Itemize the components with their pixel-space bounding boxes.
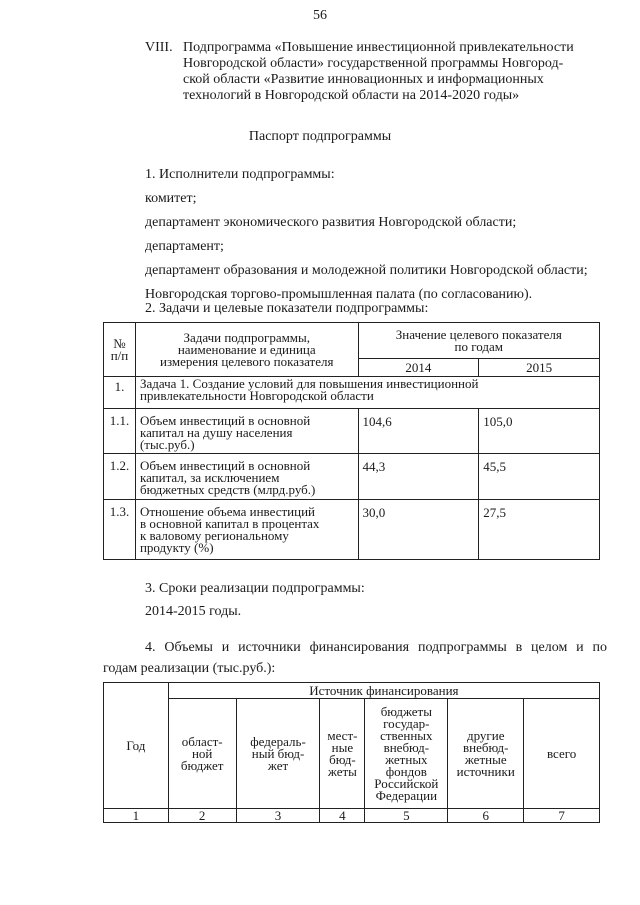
header-line: жетные: [464, 751, 507, 767]
header-line: всего: [546, 745, 577, 761]
header-regional-budget: [168, 699, 236, 809]
indicator-line: (тыс.руб.): [139, 437, 195, 452]
row-num: 1.3.: [104, 500, 136, 560]
heading-line: Подпрограмма «Повышение инвестиционной привлекательности: [183, 40, 574, 55]
section-executors: [145, 165, 588, 305]
funding-table: [103, 682, 600, 823]
column-number: 1: [104, 809, 169, 823]
header-line: другие: [466, 727, 505, 743]
header-other-sources: [448, 699, 524, 809]
row-num: 1.: [104, 377, 136, 409]
heading-number: VIII.: [145, 40, 173, 55]
header-task-line: Задачи подпрограммы,: [183, 329, 311, 345]
table-row: [104, 377, 600, 409]
header-year-2015: 2015: [479, 359, 600, 377]
indicator-line: к валовому региональному: [139, 528, 289, 543]
header-num-line: №: [113, 335, 126, 351]
header-line: мест-: [327, 727, 358, 743]
value-2014: 44,3: [358, 454, 479, 500]
header-line: област-: [181, 733, 223, 749]
column-number: 2: [168, 809, 236, 823]
section-title-cont: годам реализации (тыс.руб.):: [103, 661, 276, 676]
value-2015: 105,0: [479, 409, 600, 454]
targets-table: [103, 322, 600, 560]
table-row: [104, 500, 600, 560]
column-number: 3: [236, 809, 320, 823]
header-line: внебюд-: [462, 739, 509, 755]
heading-line: технологий в Новгородской области на 2014-2020 годы»: [183, 88, 520, 103]
indicator-cell: [135, 500, 358, 560]
indicator-line: капитал, за исключением: [139, 470, 280, 485]
column-number: 6: [448, 809, 524, 823]
header-line: внебюд-: [383, 739, 430, 755]
executor-item: комитет;: [145, 191, 197, 206]
indicator-line: капитал на душу населения: [139, 425, 293, 440]
value-2015: 45,5: [479, 454, 600, 500]
header-source: Источник финансирования: [168, 683, 599, 699]
header-extrabudgetary-funds: [365, 699, 448, 809]
indicator-line: продукту (%): [139, 540, 214, 555]
header-task: [135, 323, 358, 377]
section-title: 3. Сроки реализации подпрограммы:: [145, 581, 365, 596]
column-number: 4: [320, 809, 365, 823]
header-line: Федерации: [375, 787, 438, 803]
task-cell: [135, 377, 599, 409]
header-local-budgets: [320, 699, 365, 809]
indicator-line: бюджетных средств (млрд.руб.): [139, 482, 316, 497]
header-line: ный бюд-: [251, 745, 305, 761]
timeline-value: 2014-2015 годы.: [145, 604, 242, 619]
section-title: 4. Объемы и источники финансирования подпрограммы в целом и по: [145, 640, 607, 655]
table-row: [104, 409, 600, 454]
value-2015: 27,5: [479, 500, 600, 560]
header-task-line: наименование и единица: [177, 341, 316, 357]
row-num: 1.2.: [104, 454, 136, 500]
header-value-line: по годам: [454, 338, 503, 354]
column-number: 5: [365, 809, 448, 823]
header-total: [524, 699, 600, 809]
header-line: жеты: [327, 763, 357, 779]
indicator-line: Объем инвестиций в основной: [139, 413, 311, 428]
heading-line: ской области «Развитие инновационных и информационных: [183, 72, 544, 87]
header-federal-budget: [236, 699, 320, 809]
header-value: [358, 323, 599, 359]
column-number: 7: [524, 809, 600, 823]
indicator-line: Отношение объема инвестиций: [139, 504, 315, 519]
header-num: [104, 323, 136, 377]
header-task-line: измерения целевого показателя: [160, 353, 334, 369]
header-line: источники: [456, 763, 515, 779]
indicator-line: Объем инвестиций в основной: [139, 458, 311, 473]
executor-item: департамент экономического развития Новгородской области;: [145, 215, 517, 230]
executor-item: департамент образования и молодежной политики Новгородской области;: [145, 263, 588, 278]
value-2014: 30,0: [358, 500, 479, 560]
row-num: 1.1.: [104, 409, 136, 454]
table-row: [104, 809, 600, 823]
section-title: 1. Исполнители подпрограммы:: [145, 167, 335, 182]
task-line: привлекательности Новгородской области: [139, 388, 374, 403]
section-timeline: [145, 579, 365, 622]
page-number: 56: [313, 8, 327, 23]
task-line: Задача 1. Создание условий для повышения инвестиционной: [139, 376, 479, 391]
header-line: государ-: [383, 715, 430, 731]
header-line: федераль-: [250, 733, 306, 749]
header-line: Российской: [374, 775, 439, 791]
passport-title: Паспорт подпрограммы: [248, 129, 392, 144]
subprogram-heading: [145, 40, 623, 104]
indicator-cell: [135, 409, 358, 454]
executor-item: Новгородская торгово-промышленная палата (по согласованию).: [145, 287, 533, 302]
value-2014: 104,6: [358, 409, 479, 454]
header-line: жетных: [385, 751, 428, 767]
table-row: [104, 454, 600, 500]
header-year: Год: [104, 683, 169, 809]
header-num-line: п/п: [110, 347, 129, 363]
header-line: фондов: [385, 763, 427, 779]
executor-item: департамент;: [145, 239, 224, 254]
indicator-line: в основной капитал в процентах: [139, 516, 320, 531]
heading-line: Новгородской области» государственной программы Новгород-: [183, 56, 564, 71]
header-value-line: Значение целевого показателя: [395, 326, 562, 342]
section2-title: 2. Задачи и целевые показатели подпрограммы:: [145, 301, 429, 316]
indicator-cell: [135, 454, 358, 500]
header-line: ной: [191, 745, 213, 761]
section-funding: [103, 637, 607, 679]
header-line: ственных: [380, 727, 433, 743]
header-line: жет: [267, 757, 289, 773]
header-line: бюджеты: [380, 703, 432, 719]
header-line: ные: [331, 739, 354, 755]
header-line: бюджет: [180, 757, 224, 773]
header-year-2014: 2014: [358, 359, 479, 377]
header-line: бюд-: [329, 751, 356, 767]
